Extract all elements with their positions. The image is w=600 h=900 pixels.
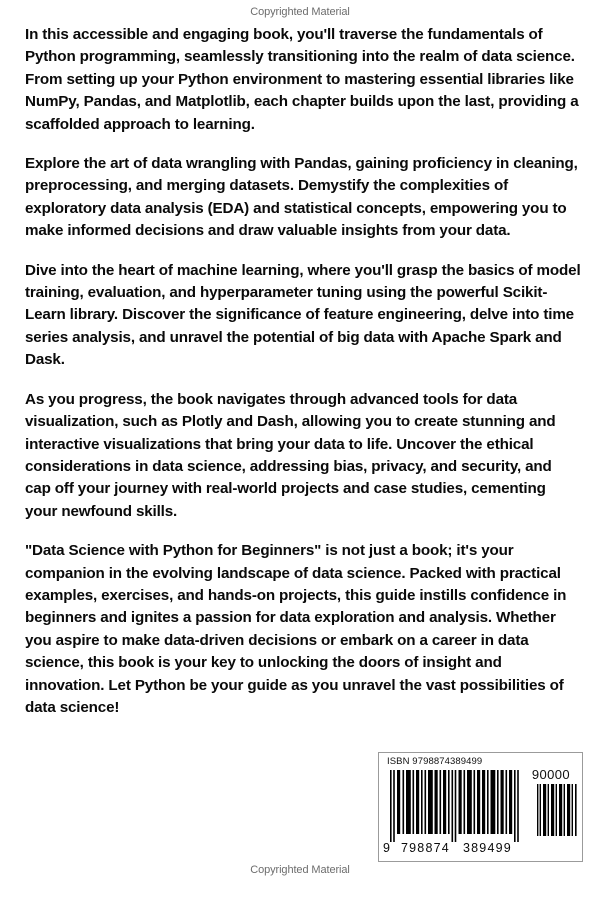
- isbn-barcode-block: [378, 752, 583, 862]
- ean13-barcode-symbol: [386, 770, 524, 842]
- ean5-addon-barcode-symbol: [536, 784, 578, 836]
- ean-right-group-digits: 389499: [463, 841, 512, 855]
- back-cover-blurb: [25, 24, 581, 719]
- ean-lead-digit: 9: [383, 841, 390, 855]
- ean-left-group-digits: 798874: [401, 841, 450, 855]
- ean13-human-readable-digits: [383, 841, 531, 857]
- copyright-watermark-top: Copyrighted Material: [250, 6, 350, 18]
- blurb-paragraph-1: In this accessible and engaging book, you'll traverse the fundamentals of Python programming, seamlessly transitioning into the realm of data science. From setting up your Python environment to mastering essential libraries like NumPy, Pandas, and Matplotlib, each chapter builds upon the last, providing a scaffolded approach to learning.: [25, 26, 579, 133]
- copyright-watermark-bottom: Copyrighted Material: [250, 864, 350, 876]
- blurb-paragraph-3: Dive into the heart of machine learning, where you'll grasp the basics of model training, evaluation, and hyperparameter tuning using the powerful Scikit-Learn library. Discover the significance of feature engineering, delve into time series analysis, and unravel the potential of big data with Apache Spark and Dask.: [25, 261, 581, 369]
- isbn-label: ISBN 9798874389499: [387, 756, 483, 767]
- price-code-label: 90000: [531, 767, 570, 782]
- blurb-paragraph-4: As you progress, the book navigates through advanced tools for data visualization, such as Plotly and Dash, allowing you to create stunning and interactive visualizations that bring your data to life. Uncover the ethical considerations in data science, addressing bias, privacy, and security, and cap off your journey with real-world projects and case studies, cementing your newfound skills.: [25, 390, 556, 520]
- blurb-paragraph-5: "Data Science with Python for Beginners" is not just a book; it's your companion in the evolving landscape of data science. Packed with practical examples, exercises, and hands-on projects, this guide instills confidence in beginners and ignites a passion for data exploration and analysis. Whether you aspire to make data-driven decisions or embark on a career in data science, this book is your key to unlocking the doors of insight and innovation. Let Python be your guide as you unravel the vast possibilities of data science!: [25, 542, 567, 716]
- blurb-paragraph-2: Explore the art of data wrangling with Pandas, gaining proficiency in cleaning, preprocessing, and merging datasets. Demystify the complexities of exploratory data analysis (EDA) and statistical concepts, empowering you to make informed decisions and draw valuable insights from your data.: [25, 155, 578, 240]
